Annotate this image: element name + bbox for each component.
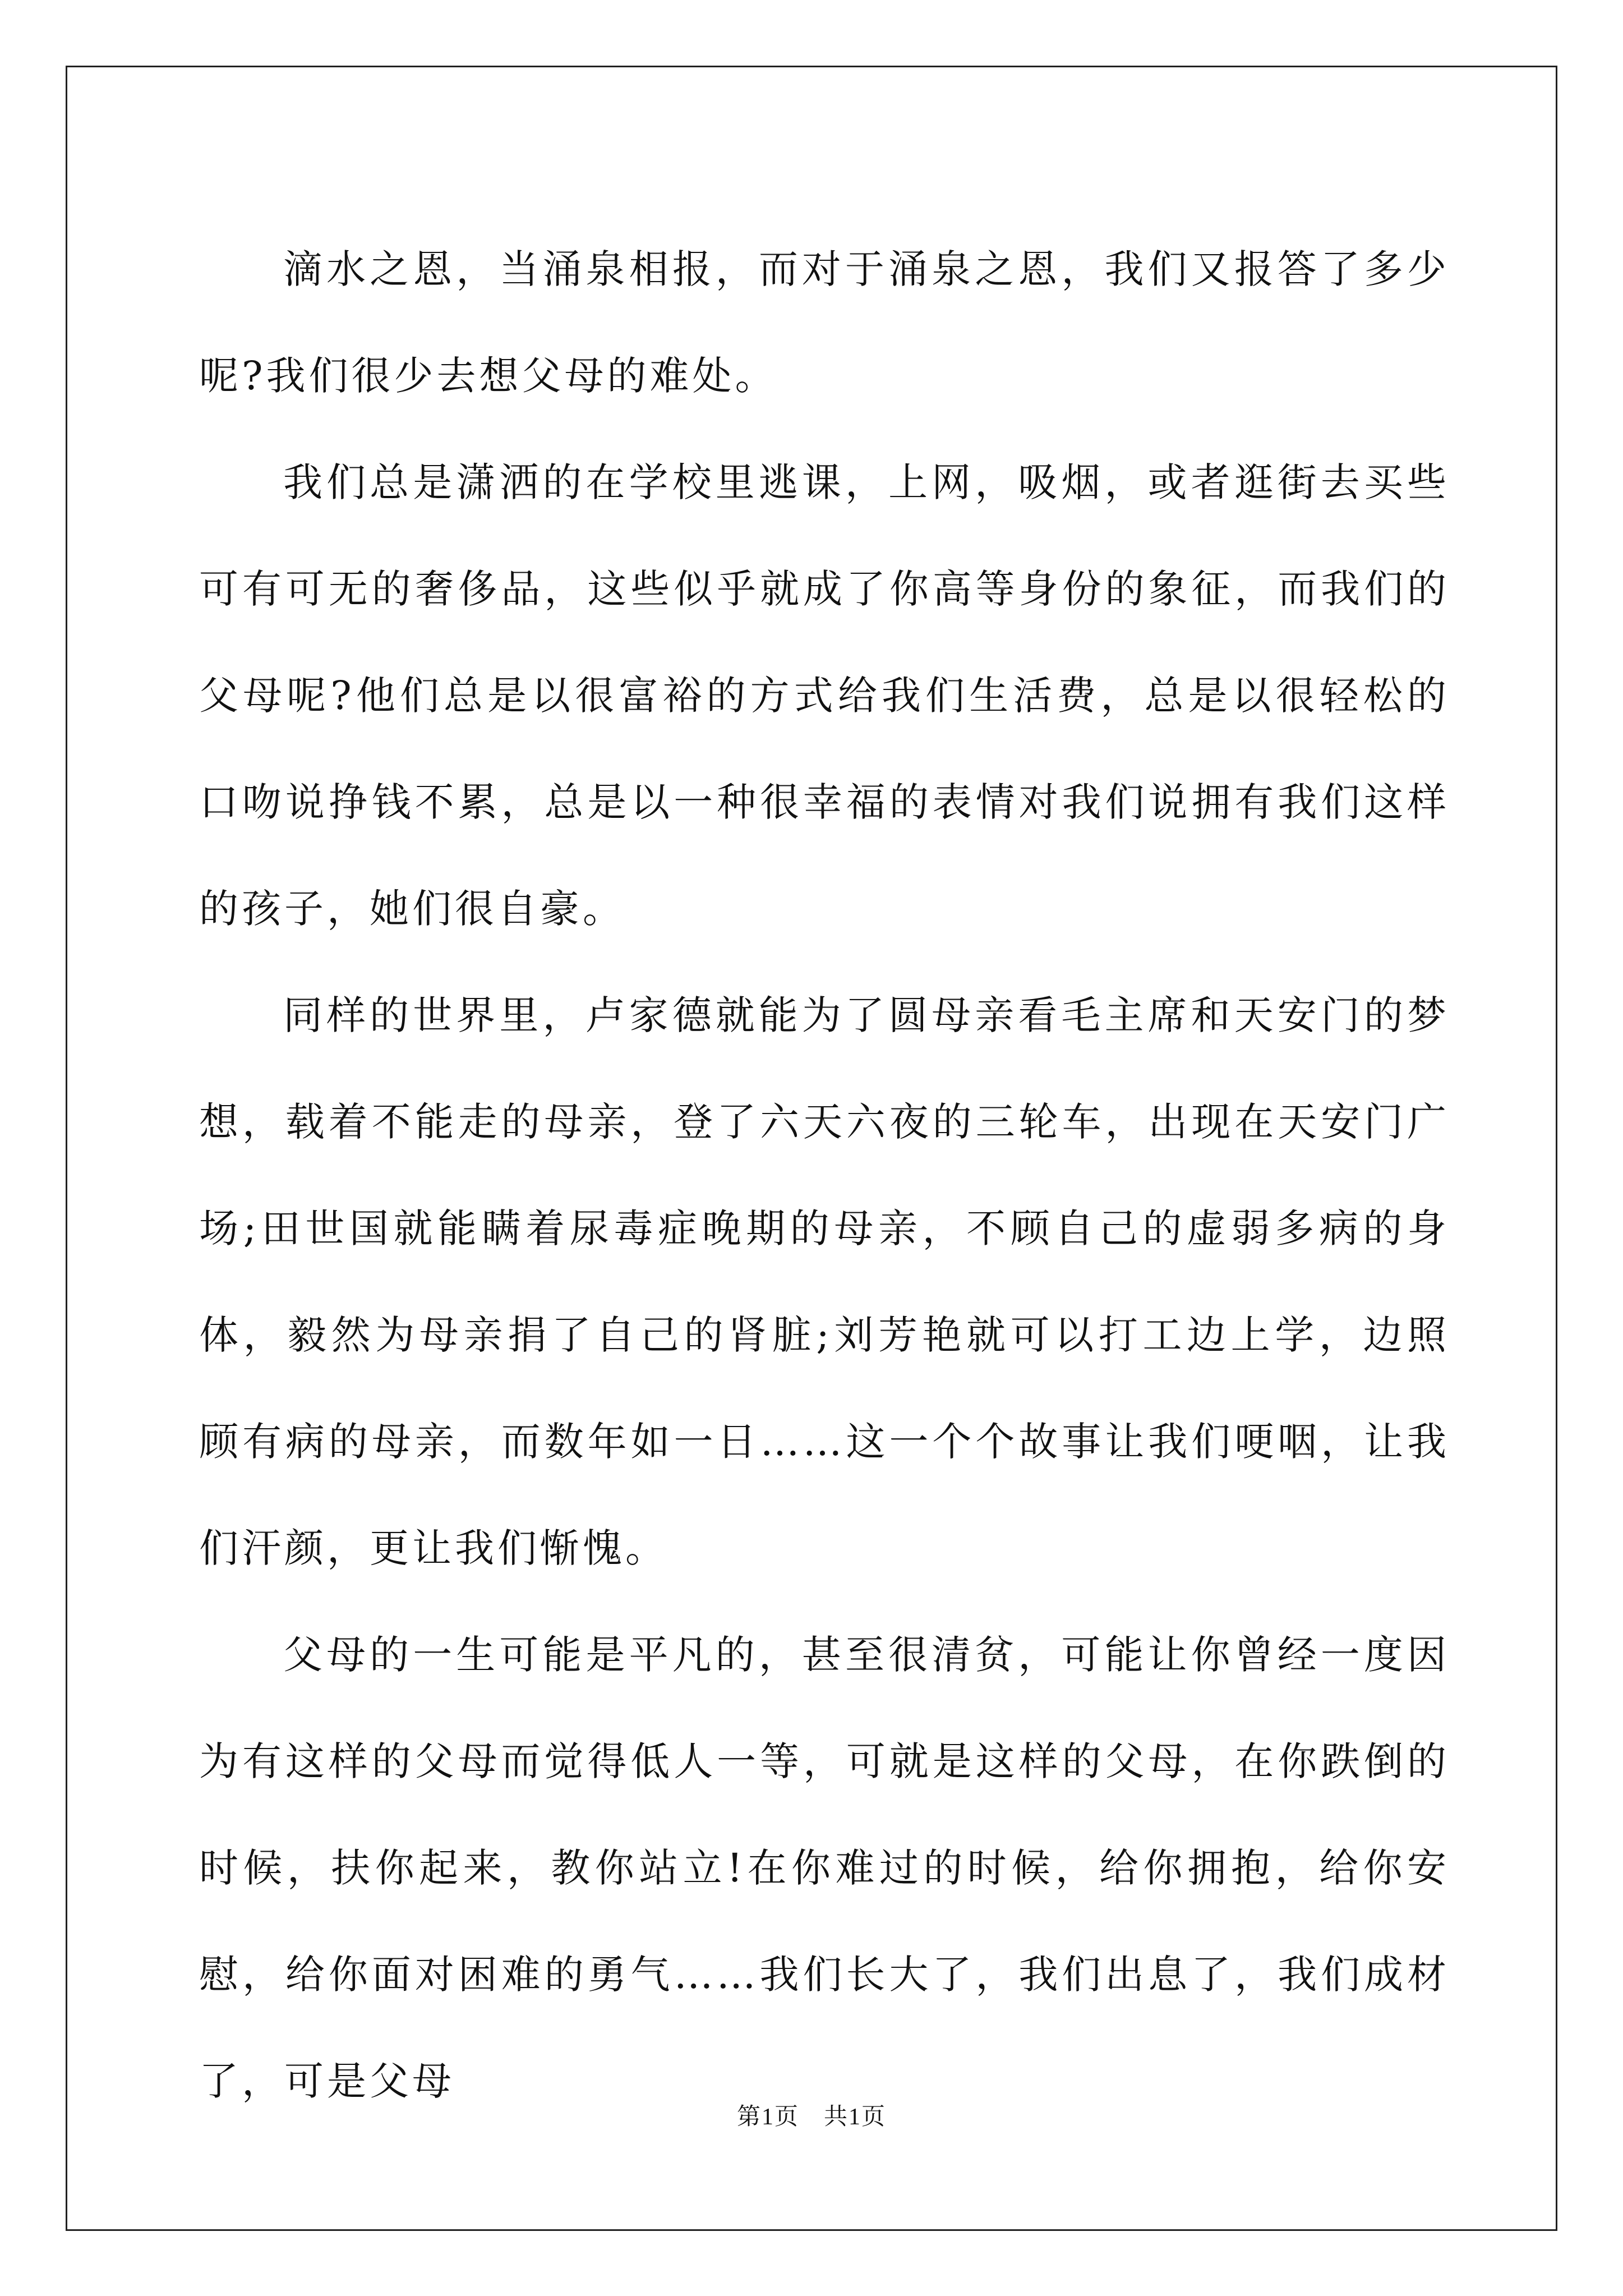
paragraph-1: 滴水之恩，当涌泉相报，而对于涌泉之恩，我们又报答了多少呢?我们很少去想父母的难处。 [199, 246, 1450, 399]
page-footer: 第1页 共1页 [736, 2104, 886, 2130]
paragraph-4: 父母的一生可能是平凡的，甚至很清贫，可能让你曾经一度因为有这样的父母而觉得低人一等，可就是这样的父母，在你跌倒的时候，扶你起来，教你站立!在你难过的时候，给你拥抱，给你安慰，给你面对困难的勇气……我们长大了，我们出息了，我们成材了，可是父母 [199, 1632, 1450, 2104]
document-body [199, 216, 1450, 2134]
paragraph-2: 我们总是潇洒的在学校里逃课，上网，吸烟，或者逛街去买些可有可无的奢侈品，这些似乎就成了你高等身份的象征，而我们的父母呢?他们总是以很富裕的方式给我们生活费，总是以很轻松的口吻说挣钱不累，总是以一种很幸福的表情对我们说拥有我们这样的孩子，她们很自豪。 [199, 459, 1450, 932]
paragraph-3: 同样的世界里，卢家德就能为了圆母亲看毛主席和天安门的梦想，载着不能走的母亲，登了六天六夜的三轮车，出现在天安门广场;田世国就能瞒着尿毒症晚期的母亲，不顾自己的虚弱多病的身体，毅然为母亲捐了自己的肾脏;刘芳艳就可以打工边上学，边照顾有病的母亲，而数年如一日……这一个个故事让我们哽咽，让我们汗颜，更让我们惭愧。 [199, 992, 1450, 1571]
